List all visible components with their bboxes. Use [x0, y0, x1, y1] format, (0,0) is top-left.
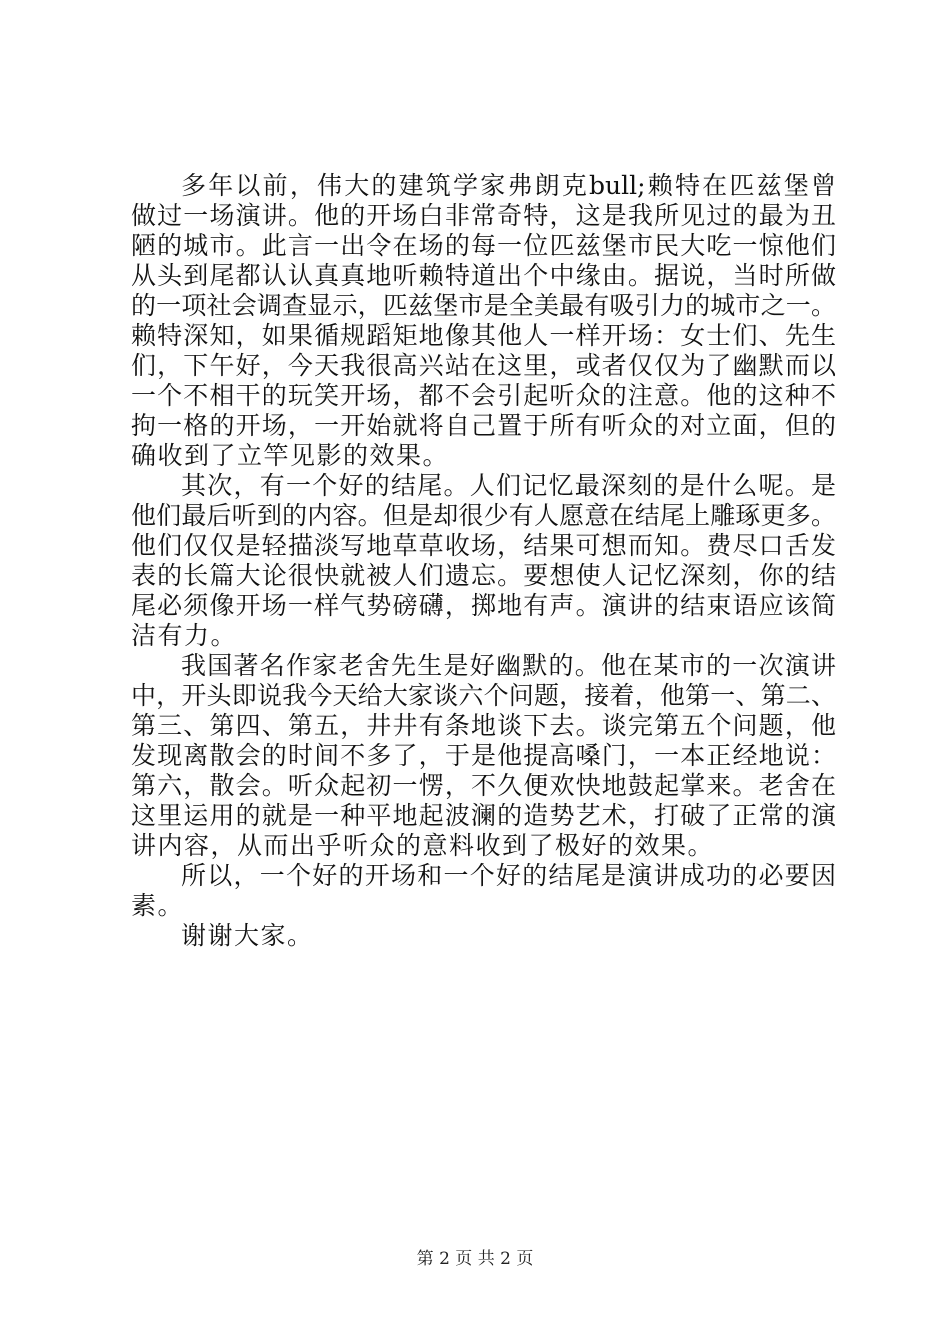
- text-line: 确收到了立竿见影的效果。: [131, 441, 450, 470]
- text-line: 发现离散会的时间不多了，于是他提高嗓门，一本正经地说：: [131, 741, 836, 770]
- text-line: 这里运用的就是一种平地起波澜的造势艺术，打破了正常的演: [131, 801, 836, 830]
- text-line: 素。: [131, 891, 185, 920]
- text-line: 表的长篇大论很快就被人们遗忘。要想使人记忆深刻，你的结: [131, 561, 836, 590]
- text-line: 们，下午好，今天我很高兴站在这里，或者仅仅为了幽默而以: [131, 351, 836, 380]
- text-line: 其次，有一个好的结尾。人们记忆最深刻的是什么呢。是: [181, 471, 836, 500]
- text-line: 我国著名作家老舍先生是好幽默的。他在某市的一次演讲: [181, 651, 836, 680]
- text-line: 尾必须像开场一样气势磅礴，掷地有声。演讲的结束语应该简: [131, 591, 836, 620]
- text-line: 洁有力。: [131, 621, 238, 650]
- text-line: 第六，散会。听众起初一愣，不久便欢快地鼓起掌来。老舍在: [131, 771, 836, 800]
- text-line: 从头到尾都认认真真地听赖特道出个中缘由。据说，当时所做: [131, 261, 836, 290]
- text-line: 赖特深知，如果循规蹈矩地像其他人一样开场：女士们、先生: [131, 321, 836, 350]
- text-line: 拘一格的开场，一开始就将自己置于所有听众的对立面，但的: [131, 411, 836, 440]
- page-footer: 第 2 页 共 2 页: [416, 1249, 534, 1269]
- text-line: 所以，一个好的开场和一个好的结尾是演讲成功的必要因: [181, 861, 836, 890]
- text-line: 讲内容，从而出乎听众的意料收到了极好的效果。: [131, 831, 715, 860]
- text-line: 的一项社会调查显示，匹兹堡市是全美最有吸引力的城市之一。: [131, 291, 836, 320]
- text-line: 一个不相干的玩笑开场，都不会引起听众的注意。他的这种不: [131, 381, 836, 410]
- document-body: [131, 171, 836, 951]
- text-line: 第三、第四、第五，井井有条地谈下去。谈完第五个问题，他: [131, 711, 836, 740]
- text-line: 他们仅仅是轻描淡写地草草收场，结果可想而知。费尽口舌发: [131, 531, 836, 560]
- text-line: 做过一场演讲。他的开场白非常奇特，这是我所见过的最为丑: [131, 201, 836, 230]
- text-line: 陋的城市。此言一出令在场的每一位匹兹堡市民大吃一惊他们: [131, 231, 836, 260]
- text-line: 他们最后听到的内容。但是却很少有人愿意在结尾上雕琢更多。: [131, 501, 836, 530]
- text-line: 多年以前，伟大的建筑学家弗朗克bull;赖特在匹兹堡曾: [181, 171, 836, 200]
- text-line: 中，开头即说我今天给大家谈六个问题，接着，他第一、第二、: [131, 681, 836, 710]
- text-line: 谢谢大家。: [181, 921, 314, 950]
